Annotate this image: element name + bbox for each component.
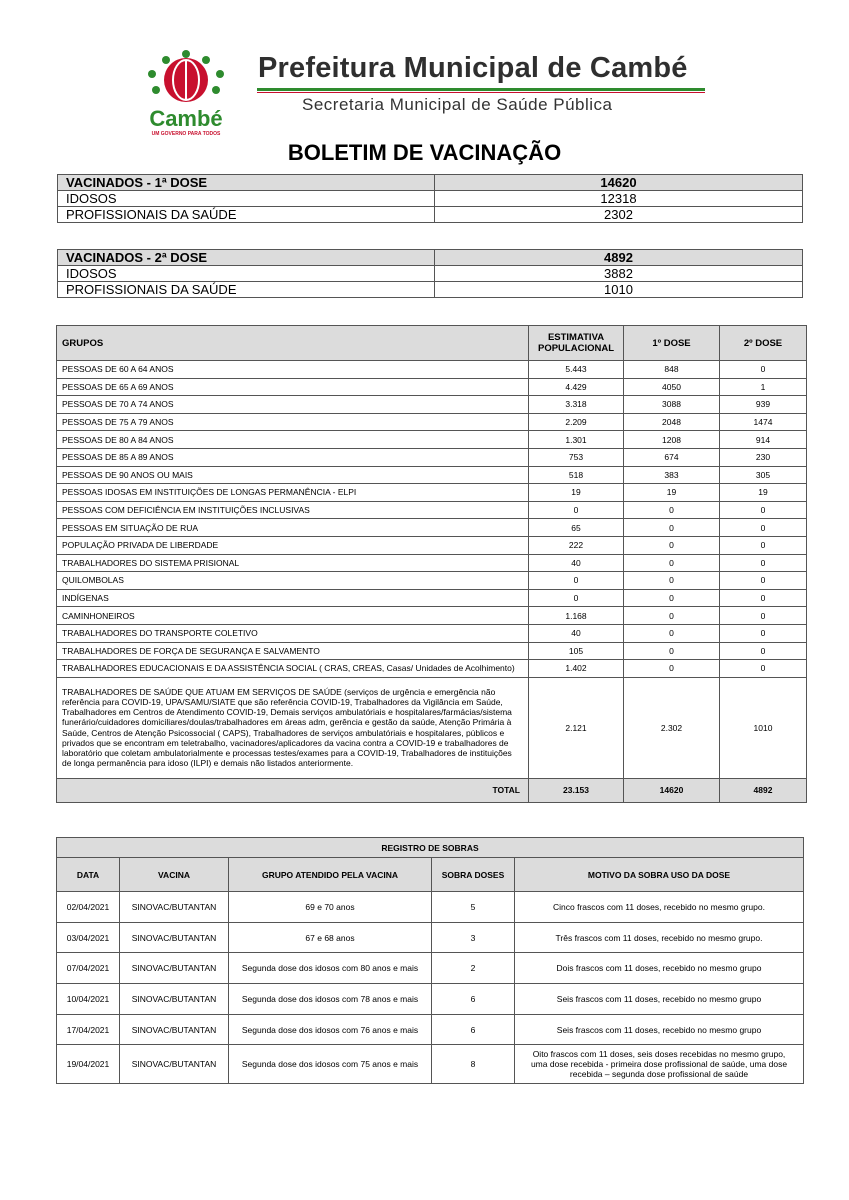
dose1-row-label: PROFISSIONAIS DA SAÚDE [58,207,435,223]
group-name: TRABALHADORES DE SAÚDE QUE ATUAM EM SERVIÇOS DE SAÚDE (serviços de urgência e emergência não referência para COVID-19, UPA/SAMU/SIATE que são referência COVID-19, Trabalhadores da Vigilância em Saúde, Trabalhadores em Centros de Atendimento COVID-19, Demais serviços ambulatóriais e hospitalares/farmácias/sistema funerário/cuidadores domiciliares/doulas/trabalhadores em áreas adm, gerência e gestão da saúde, Atenção Primária à Saúde, Centros de Atenção Psicossocial ( CAPS), Trabalhadores de serviços ambulatóriais e hospitalares, públicos e privados que se encontram em teletrabalho, vacinadores/aplicadores da vacina contra a COVID-19 e trabalhadores de laboratório que coletam ambulatorialmente e processas testes/exames para a COVID-19, Trabalhadores de instituições de longa permanência para idoso (ILPI) e demais não listados anteriormente. [57,677,529,778]
group-name: PESSOAS DE 65 A 69 ANOS [57,378,529,396]
column-header: ESTIMATIVA POPULACIONAL [529,326,624,361]
sobra-reason: Seis frascos com 11 doses, recebido no mesmo grupo [515,1014,804,1045]
group-name: TRABALHADORES DO TRANSPORTE COLETIVO [57,624,529,642]
table-row [57,378,807,396]
group-estimate: 4.429 [529,378,624,396]
groups-table [56,325,807,803]
sobras-table [56,837,804,1084]
group-estimate: 5.443 [529,361,624,379]
dose2-row-label: IDOSOS [58,266,435,282]
dose1-header-value: 14620 [435,175,803,191]
table-row [57,589,807,607]
group-name: POPULAÇÃO PRIVADA DE LIBERDADE [57,536,529,554]
dose1-row-value: 12318 [435,191,803,207]
logo-emblem-icon [138,48,234,108]
table-title-row [57,838,804,858]
sobra-doses: 3 [432,922,515,953]
group-dose1: 2048 [624,413,720,431]
sobra-reason: Seis frascos com 11 doses, recebido no mesmo grupo [515,984,804,1015]
group-estimate: 1.402 [529,660,624,678]
sobra-vaccine: SINOVAC/BUTANTAN [120,1014,229,1045]
group-dose2: 0 [720,361,807,379]
table-row [58,207,803,223]
sobra-doses: 6 [432,1014,515,1045]
table-row [57,624,807,642]
total-row [57,778,807,802]
groups-table-body [57,361,807,678]
group-name: TRABALHADORES DO SISTEMA PRISIONAL [57,554,529,572]
sobra-vaccine: SINOVAC/BUTANTAN [120,953,229,984]
column-header: GRUPO ATENDIDO PELA VACINA [229,858,432,892]
dose2-row-value: 1010 [435,282,803,298]
total-estimate: 23.153 [529,778,624,802]
header-divider-red [257,92,705,93]
group-dose1: 1208 [624,431,720,449]
table-row [58,266,803,282]
group-name: PESSOAS DE 70 A 74 ANOS [57,396,529,414]
group-dose2: 0 [720,642,807,660]
sobra-vaccine: SINOVAC/BUTANTAN [120,892,229,923]
dose2-header-value: 4892 [435,250,803,266]
group-estimate: 65 [529,519,624,537]
table-row [57,607,807,625]
table-row [57,484,807,502]
table-row [57,413,807,431]
group-dose2: 0 [720,536,807,554]
group-estimate: 40 [529,554,624,572]
table-row [57,642,807,660]
sobra-date: 02/04/2021 [57,892,120,923]
group-name: PESSOAS IDOSAS EM INSTITUIÇÕES DE LONGAS PERMANÊNCIA - ELPI [57,484,529,502]
table-row [57,361,807,379]
dose2-summary-table [57,249,803,298]
dose1-row-label: IDOSOS [58,191,435,207]
group-dose1: 383 [624,466,720,484]
sobra-date: 17/04/2021 [57,1014,120,1045]
table-row [57,1045,804,1084]
group-estimate: 1.168 [529,607,624,625]
group-dose2: 230 [720,448,807,466]
group-dose2: 0 [720,589,807,607]
table-header-row [58,250,803,266]
group-dose2: 914 [720,431,807,449]
sobras-title: REGISTRO DE SOBRAS [57,838,804,858]
total-dose2: 4892 [720,778,807,802]
sobra-reason: Três frascos com 11 doses, recebido no mesmo grupo. [515,922,804,953]
document-title: BOLETIM DE VACINAÇÃO [287,140,562,165]
group-dose2: 0 [720,554,807,572]
table-row [57,984,804,1015]
group-dose1: 0 [624,589,720,607]
group-dose2: 1474 [720,413,807,431]
group-name: QUILOMBOLAS [57,572,529,590]
sobra-date: 03/04/2021 [57,922,120,953]
group-dose1: 2.302 [624,677,720,778]
group-dose2: 0 [720,624,807,642]
group-dose1: 848 [624,361,720,379]
sobra-group: 67 e 68 anos [229,922,432,953]
group-estimate: 222 [529,536,624,554]
column-header: MOTIVO DA SOBRA USO DA DOSE [515,858,804,892]
group-dose1: 0 [624,519,720,537]
org-subtitle: Secretaria Municipal de Saúde Pública [302,95,613,114]
column-header: GRUPOS [57,326,529,361]
dose1-header-label: VACINADOS - 1ª DOSE [58,175,435,191]
group-estimate: 0 [529,501,624,519]
sobra-group: Segunda dose dos idosos com 80 anos e mais [229,953,432,984]
group-dose1: 0 [624,660,720,678]
logo-slogan: UM GOVERNO PARA TODOS [151,131,221,137]
table-row [57,922,804,953]
group-dose2: 939 [720,396,807,414]
column-header: 1º DOSE [624,326,720,361]
table-row [57,572,807,590]
sobra-doses: 6 [432,984,515,1015]
sobra-reason: Dois frascos com 11 doses, recebido no mesmo grupo [515,953,804,984]
group-dose2: 19 [720,484,807,502]
group-dose2: 0 [720,501,807,519]
table-header-row [57,326,807,361]
group-dose2: 1010 [720,677,807,778]
dose1-row-value: 2302 [435,207,803,223]
sobra-group: Segunda dose dos idosos com 75 anos e mais [229,1045,432,1084]
sobra-date: 10/04/2021 [57,984,120,1015]
group-dose2: 305 [720,466,807,484]
dose2-row-value: 3882 [435,266,803,282]
table-row [57,519,807,537]
group-dose2: 1 [720,378,807,396]
table-row [57,953,804,984]
total-dose1: 14620 [624,778,720,802]
table-row [57,501,807,519]
group-estimate: 2.209 [529,413,624,431]
group-name: PESSOAS EM SITUAÇÃO DE RUA [57,519,529,537]
group-dose1: 0 [624,607,720,625]
table-row [58,282,803,298]
logo-text: Cambé [149,106,223,131]
group-name: PESSOAS DE 90 ANOS OU MAIS [57,466,529,484]
sobra-reason: Oito frascos com 11 doses, seis doses recebidas no mesmo grupo, uma dose recebida - primeira dose profissional de saúde, uma dose recebida – segunda dose profissional de saúde [515,1045,804,1084]
sobra-group: Segunda dose dos idosos com 78 anos e mais [229,984,432,1015]
group-estimate: 105 [529,642,624,660]
sobra-doses: 2 [432,953,515,984]
total-label: TOTAL [57,778,529,802]
group-name: CAMINHONEIROS [57,607,529,625]
table-row [57,536,807,554]
group-dose2: 0 [720,572,807,590]
group-dose1: 19 [624,484,720,502]
sobra-vaccine: SINOVAC/BUTANTAN [120,922,229,953]
table-row [57,892,804,923]
column-header: SOBRA DOSES [432,858,515,892]
group-dose1: 0 [624,501,720,519]
group-dose2: 0 [720,660,807,678]
group-dose1: 0 [624,536,720,554]
group-dose1: 4050 [624,378,720,396]
group-estimate: 518 [529,466,624,484]
group-estimate: 753 [529,448,624,466]
group-name: PESSOAS DE 80 A 84 ANOS [57,431,529,449]
sobra-reason: Cinco frascos com 11 doses, recebido no mesmo grupo. [515,892,804,923]
table-row [57,431,807,449]
group-dose2: 0 [720,607,807,625]
table-header-row [57,858,804,892]
group-estimate: 3.318 [529,396,624,414]
group-dose1: 0 [624,642,720,660]
column-header: DATA [57,858,120,892]
group-estimate: 40 [529,624,624,642]
table-row [57,677,807,778]
group-estimate: 1.301 [529,431,624,449]
group-name: PESSOAS DE 85 A 89 ANOS [57,448,529,466]
dose2-header-label: VACINADOS - 2ª DOSE [58,250,435,266]
sobra-doses: 5 [432,892,515,923]
group-dose1: 3088 [624,396,720,414]
sobra-doses: 8 [432,1045,515,1084]
sobra-vaccine: SINOVAC/BUTANTAN [120,984,229,1015]
group-dose1: 0 [624,572,720,590]
page-header [0,0,849,140]
group-name: PESSOAS DE 75 A 79 ANOS [57,413,529,431]
table-row [57,396,807,414]
table-row [57,466,807,484]
group-dose1: 0 [624,624,720,642]
column-header: 2º DOSE [720,326,807,361]
header-divider-green [257,88,705,91]
org-title: Prefeitura Municipal de Cambé [258,52,688,84]
sobra-group: 69 e 70 anos [229,892,432,923]
group-estimate: 0 [529,572,624,590]
group-name: TRABALHADORES EDUCACIONAIS E DA ASSISTÊNCIA SOCIAL ( CRAS, CREAS, Casas/ Unidades de Acolhimento) [57,660,529,678]
table-row [57,660,807,678]
sobras-table-body [57,892,804,1084]
dose1-summary-table [57,174,803,223]
group-dose1: 0 [624,554,720,572]
group-dose1: 674 [624,448,720,466]
sobra-vaccine: SINOVAC/BUTANTAN [120,1045,229,1084]
group-dose2: 0 [720,519,807,537]
group-name: TRABALHADORES DE FORÇA DE SEGURANÇA E SALVAMENTO [57,642,529,660]
cambe-logo [138,48,234,140]
column-header: VACINA [120,858,229,892]
table-row [57,1014,804,1045]
table-row [57,554,807,572]
table-header-row [58,175,803,191]
group-name: INDÍGENAS [57,589,529,607]
group-name: PESSOAS COM DEFICIÊNCIA EM INSTITUIÇÕES INCLUSIVAS [57,501,529,519]
group-estimate: 0 [529,589,624,607]
table-row [58,191,803,207]
dose2-row-label: PROFISSIONAIS DA SAÚDE [58,282,435,298]
sobra-group: Segunda dose dos idosos com 76 anos e mais [229,1014,432,1045]
sobra-date: 19/04/2021 [57,1045,120,1084]
group-estimate: 2.121 [529,677,624,778]
table-row [57,448,807,466]
group-name: PESSOAS DE 60 A 64 ANOS [57,361,529,379]
group-estimate: 19 [529,484,624,502]
sobra-date: 07/04/2021 [57,953,120,984]
